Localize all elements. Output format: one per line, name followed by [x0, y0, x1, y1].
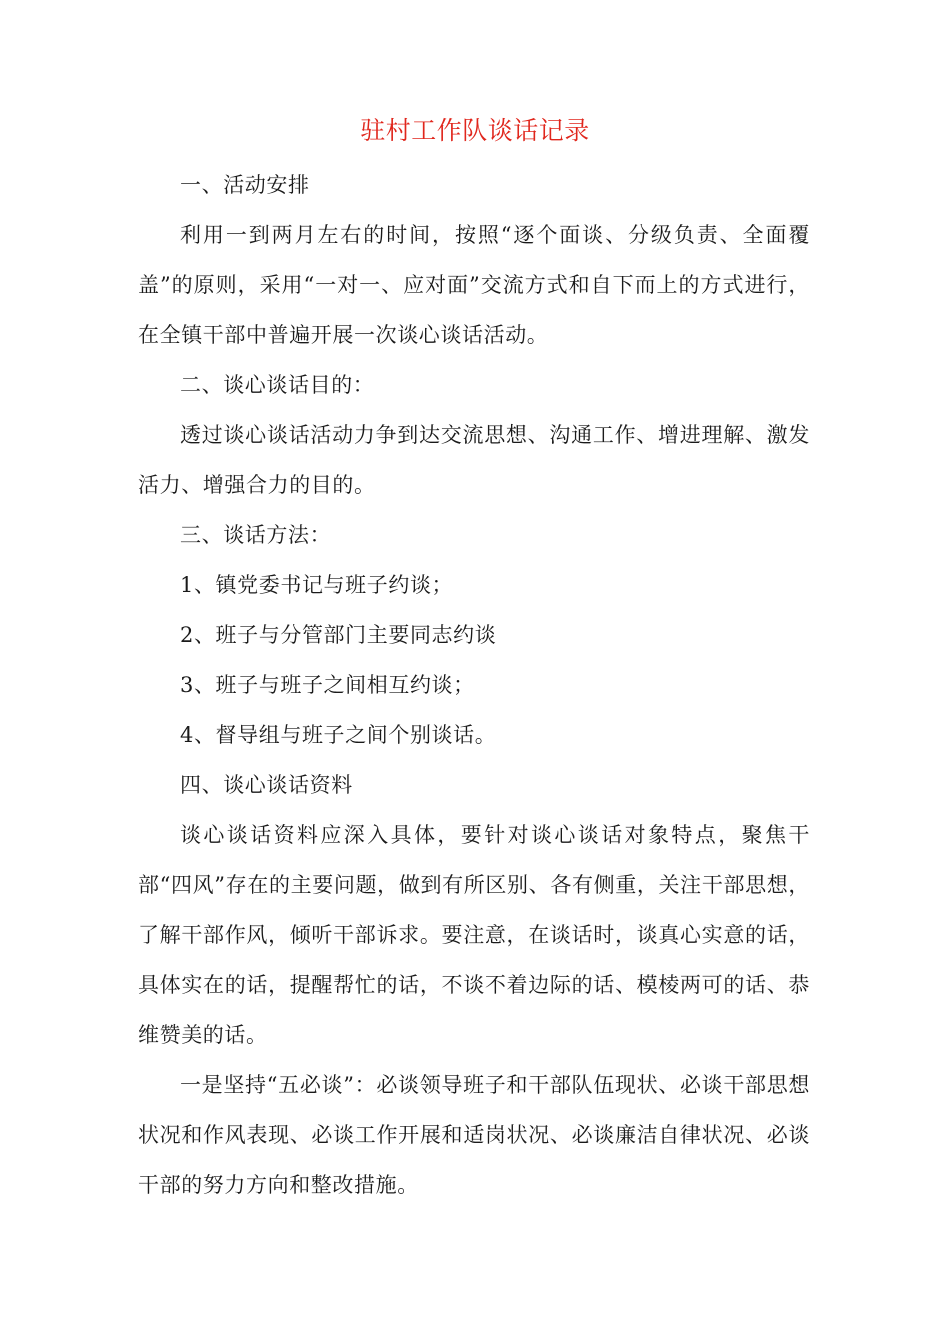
- list-item-method-2: 2、班子与分管部门主要同志约谈: [180, 623, 497, 647]
- paragraph-content: 谈心谈话资料应深入具体，要针对谈心谈话对象特点，聚焦干部“四风”存在的主要问题，做到有所区别、各有侧重，关注干部思想，了解干部作风，倾听干部诉求。要注意，在谈话时，谈真心实意的话，具体实在的话，提醒帮忙的话，不谈不着边际的话、模棱两可的话、恭维赞美的话。: [138, 823, 810, 1047]
- list-item-method-3: 3、班子与班子之间相互约谈；: [180, 673, 475, 697]
- list-item-method-4: 4、督导组与班子之间个别谈话。: [180, 723, 497, 747]
- paragraph-activity-arrangement: 利用一到两月左右的时间，按照“逐个面谈、分级负责、全面覆盖”的原则，采用“一对一、应对面”交流方式和自下而上的方式进行，在全镇干部中普遍开展一次谈心谈话活动。: [138, 223, 810, 347]
- paragraph-five-musts: 一是坚持“五必谈”：必谈领导班子和干部队伍现状、必谈干部思想状况和作风表现、必谈工作开展和适岗状况、必谈廉洁自律状况、必谈干部的努力方向和整改措施。: [138, 1073, 810, 1197]
- paragraph-purpose: 透过谈心谈话活动力争到达交流思想、沟通工作、增进理解、激发活力、增强合力的目的。: [138, 423, 810, 497]
- section-heading-method: 三、谈话方法：: [180, 523, 332, 547]
- document-body: [138, 160, 810, 1210]
- section-heading-activity-arrangement: 一、活动安排: [180, 173, 310, 197]
- section-heading-content: 四、谈心谈话资料: [180, 773, 353, 797]
- list-item-method-1: 1、镇党委书记与班子约谈；: [180, 573, 454, 597]
- document-title: 驻村工作队谈话记录: [360, 116, 590, 145]
- section-heading-purpose: 二、谈心谈话目的：: [180, 373, 375, 397]
